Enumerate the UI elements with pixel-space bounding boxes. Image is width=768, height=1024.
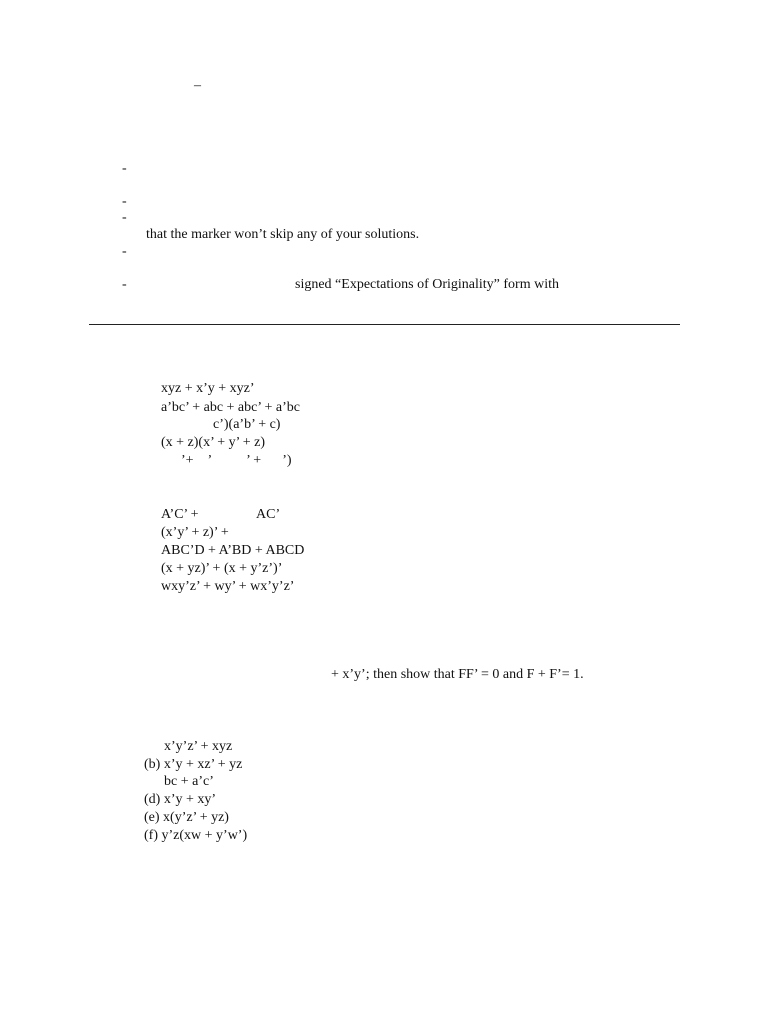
expr-3b: (b) x’y + xz’ + yz — [144, 757, 243, 772]
expr-1b: a’bc’ + abc + abc’ + a’bc — [161, 400, 300, 415]
expr-2d: (x + yz)’ + (x + y’z’)’ — [161, 561, 283, 576]
expr-1a: xyz + x’y + xyz’ — [161, 381, 255, 396]
expr-2e: wxy’z’ + wy’ + wx’y’z’ — [161, 579, 295, 594]
expr-3f: (f) y’z(xw + y’w’) — [144, 828, 248, 843]
expr-3a: x’y’z’ + xyz — [164, 739, 233, 754]
expr-2c: ABC’D + A’BD + ABCD — [161, 543, 305, 558]
instruction-originality-text: signed “Expectations of Originality” form with — [295, 277, 559, 292]
header-dash: – — [194, 78, 201, 93]
expr-3d: (d) x’y + xy’ — [144, 792, 217, 807]
section-divider — [89, 324, 680, 325]
expr-2a-right: AC’ — [256, 507, 281, 522]
expr-3e: (e) x(y’z’ + yz) — [144, 810, 229, 825]
bullet-2: - — [122, 194, 127, 209]
expr-2b: (x’y’ + z)’ + — [161, 525, 229, 540]
instruction-marker-text: that the marker won’t skip any of your solutions. — [146, 227, 420, 242]
expr-1e: ’+ ’ ’ + ’) — [181, 453, 292, 468]
expr-3c: bc + a’c’ — [164, 774, 214, 789]
bullet-3: - — [122, 210, 127, 225]
problem-statement: + x’y’; then show that FF’ = 0 and F + F’= 1. — [331, 667, 584, 682]
bullet-5: - — [122, 277, 127, 292]
bullet-1: - — [122, 161, 127, 176]
expr-1d: (x + z)(x’ + y’ + z) — [161, 435, 266, 450]
expr-1c: c’)(a’b’ + c) — [213, 417, 281, 432]
bullet-4: - — [122, 244, 127, 259]
expr-2a: A’C’ + — [161, 507, 199, 522]
